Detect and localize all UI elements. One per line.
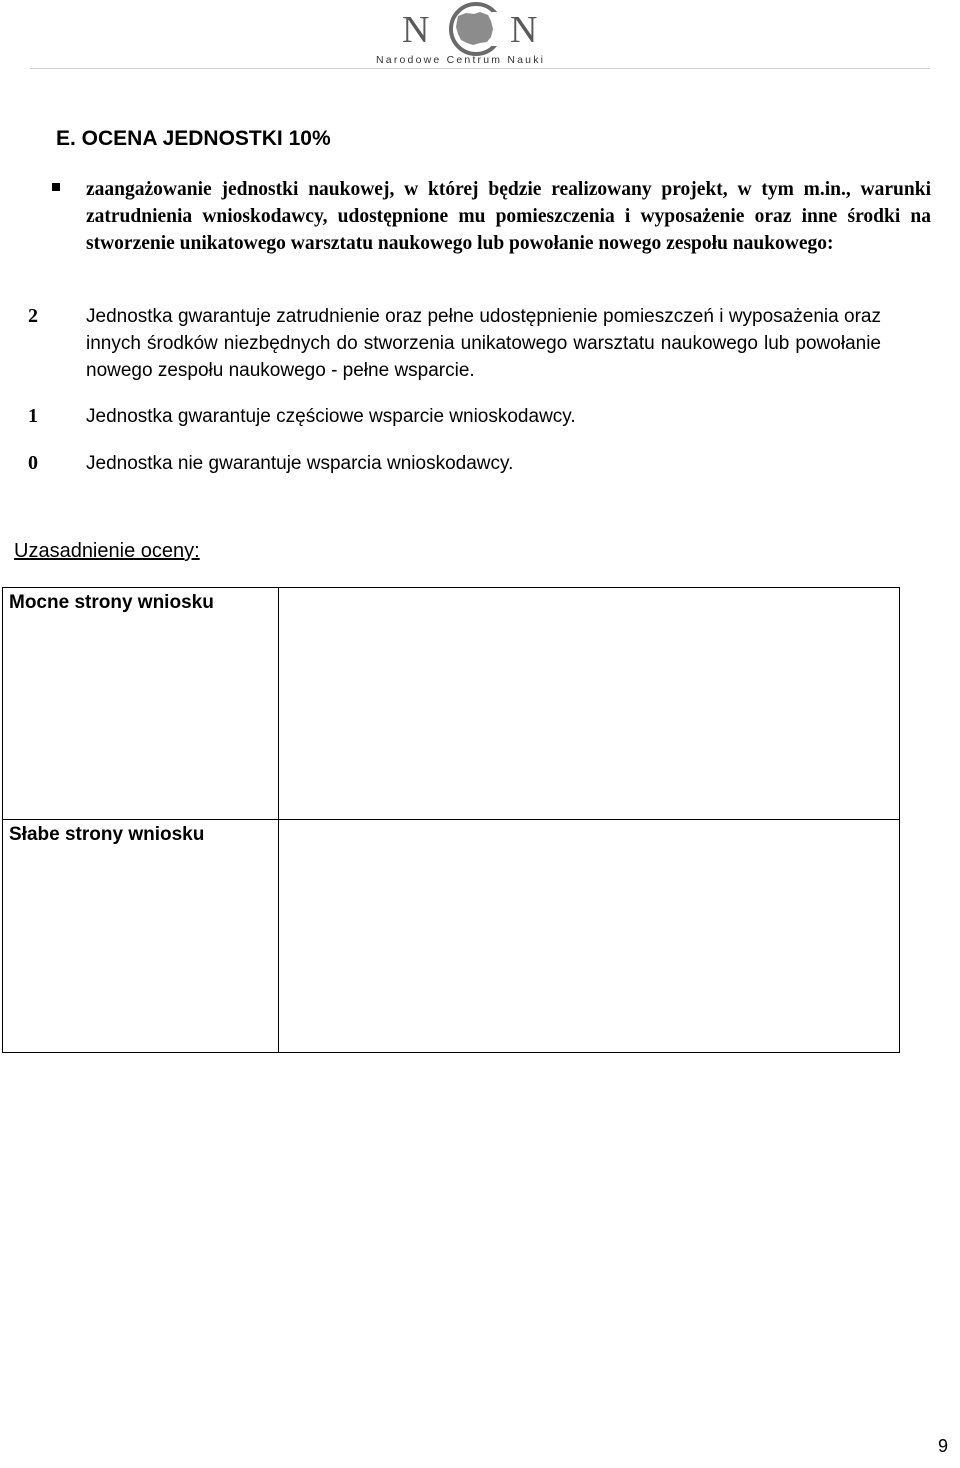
strengths-field[interactable]: [279, 588, 900, 820]
score-description: Jednostka gwarantuje zatrudnienie oraz pełne udostępnienie pomieszczeń i wyposażenia oraz innych środków niezbędnych do stworzenia unikatowego warsztatu naukowego lub powołanie nowego zespołu naukowego - pełne wsparcie.: [86, 306, 881, 381]
poland-map-icon: [456, 12, 493, 45]
justification-label: Uzasadnienie oceny:: [14, 540, 200, 562]
logo-letter-n-left: N: [402, 9, 430, 51]
page-header: [0, 0, 960, 72]
page-number: 9: [938, 1436, 949, 1456]
logo-c-gap: [492, 12, 508, 46]
header-divider: [30, 68, 930, 69]
ncn-logo: [370, 2, 582, 68]
score-description: Jednostka gwarantuje częściowe wsparcie wnioskodawcy.: [86, 406, 576, 427]
score-value: 0: [28, 452, 38, 474]
section-heading: E. OCENA JEDNOSTKI 10%: [56, 127, 331, 150]
criterion-description: zaangażowanie jednostki naukowej, w której będzie realizowany projekt, w tym m.in., warunki zatrudnienia wnioskodawcy, udostępnione mu pomieszczenia i wyposażenie oraz inne środki na stworzenie unikatowego warsztatu naukowego lub powołanie nowego zespołu naukowego:: [86, 179, 931, 254]
table-row: [3, 820, 900, 1053]
logo-letter-n-right: N: [510, 9, 538, 51]
score-value: 1: [28, 405, 38, 427]
assessment-table: [2, 587, 900, 1053]
strengths-label: Mocne strony wniosku: [3, 588, 279, 820]
weaknesses-label: Słabe strony wniosku: [3, 820, 279, 1053]
weaknesses-field[interactable]: [279, 820, 900, 1053]
score-description: Jednostka nie gwarantuje wsparcia wnioskodawcy.: [86, 453, 514, 474]
square-bullet-icon: [52, 183, 60, 191]
score-value: 2: [28, 305, 38, 327]
table-row: [3, 588, 900, 820]
logo-subtitle: Narodowe Centrum Nauki: [376, 54, 546, 66]
